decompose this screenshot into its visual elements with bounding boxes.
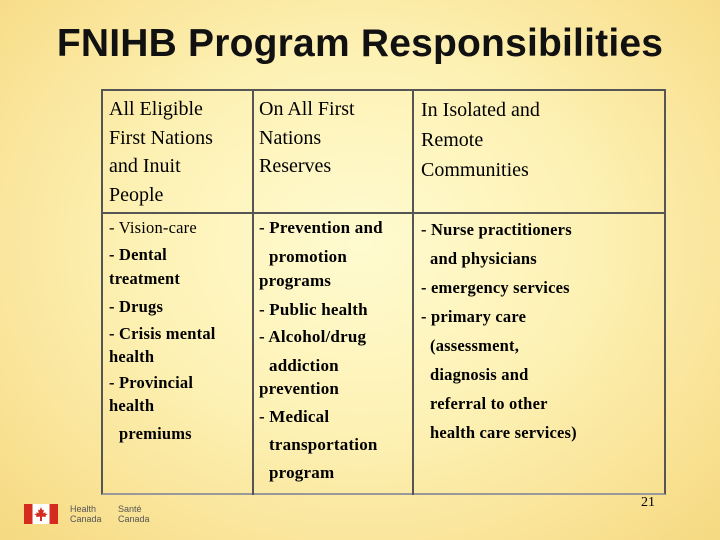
header-line: All Eligible: [109, 98, 203, 120]
list-item: referral to other: [430, 394, 548, 413]
health-canada-logo: [24, 504, 164, 526]
list-item: addiction: [269, 355, 339, 375]
list-item: - Alcohol/drug: [259, 327, 367, 346]
list-item: programs: [259, 271, 332, 290]
logo-line: Canada: [118, 514, 150, 524]
list-item: - Provincial: [109, 373, 194, 392]
list-item: - Vision-care: [109, 218, 197, 237]
header-line: Communities: [421, 159, 529, 181]
column-divider-1: [252, 89, 254, 495]
list-item: diagnosis and: [430, 365, 529, 384]
list-item: health: [109, 347, 155, 366]
list-item: (assessment,: [430, 336, 520, 355]
list-item: program: [269, 462, 335, 482]
logo-text-fr: [118, 504, 150, 524]
logo-line: Santé: [118, 504, 142, 514]
list-item: promotion: [269, 246, 347, 266]
header-divider: [101, 212, 666, 214]
header-line: People: [109, 183, 164, 206]
list-item: transportation: [269, 435, 378, 454]
logo-line: Health: [70, 504, 97, 514]
logo-line: Canada: [70, 514, 102, 524]
col2-services: [259, 215, 383, 486]
list-item: health: [109, 396, 155, 415]
list-item: - Drugs: [109, 297, 164, 316]
list-item: - Prevention and: [259, 218, 383, 237]
list-item: premiums: [119, 424, 192, 443]
header-on-reserves: [259, 95, 355, 181]
list-item: health care services): [430, 423, 577, 442]
list-item: and physicians: [430, 249, 537, 268]
logo-text-en: [70, 504, 102, 524]
header-isolated-communities: [421, 95, 540, 185]
list-item: - Crisis mental: [109, 324, 216, 343]
header-eligible-people: [109, 95, 213, 209]
list-item: prevention: [259, 379, 340, 398]
header-line: Remote: [421, 129, 484, 151]
column-divider-2: [412, 89, 414, 495]
slide-title: FNIHB Program Responsibilities: [56, 22, 664, 65]
header-line: Reserves: [259, 155, 332, 177]
col3-services: [421, 215, 577, 447]
list-item: - Dental: [109, 245, 167, 264]
canada-flag-icon: [24, 504, 58, 524]
list-item: - Medical: [259, 406, 330, 426]
page-number: 21: [641, 495, 655, 510]
header-line: First Nations: [109, 126, 213, 149]
header-line: On All First: [259, 98, 355, 120]
header-line: Nations: [259, 126, 322, 149]
list-item: treatment: [109, 269, 181, 288]
list-item: - Nurse practitioners: [421, 220, 572, 239]
header-line: In Isolated and: [421, 99, 540, 121]
list-item: - Public health: [259, 299, 368, 319]
list-item: - emergency services: [421, 278, 570, 297]
list-item: - primary care: [421, 307, 527, 326]
col1-services: [109, 215, 216, 447]
header-line: and Inuit: [109, 155, 181, 177]
